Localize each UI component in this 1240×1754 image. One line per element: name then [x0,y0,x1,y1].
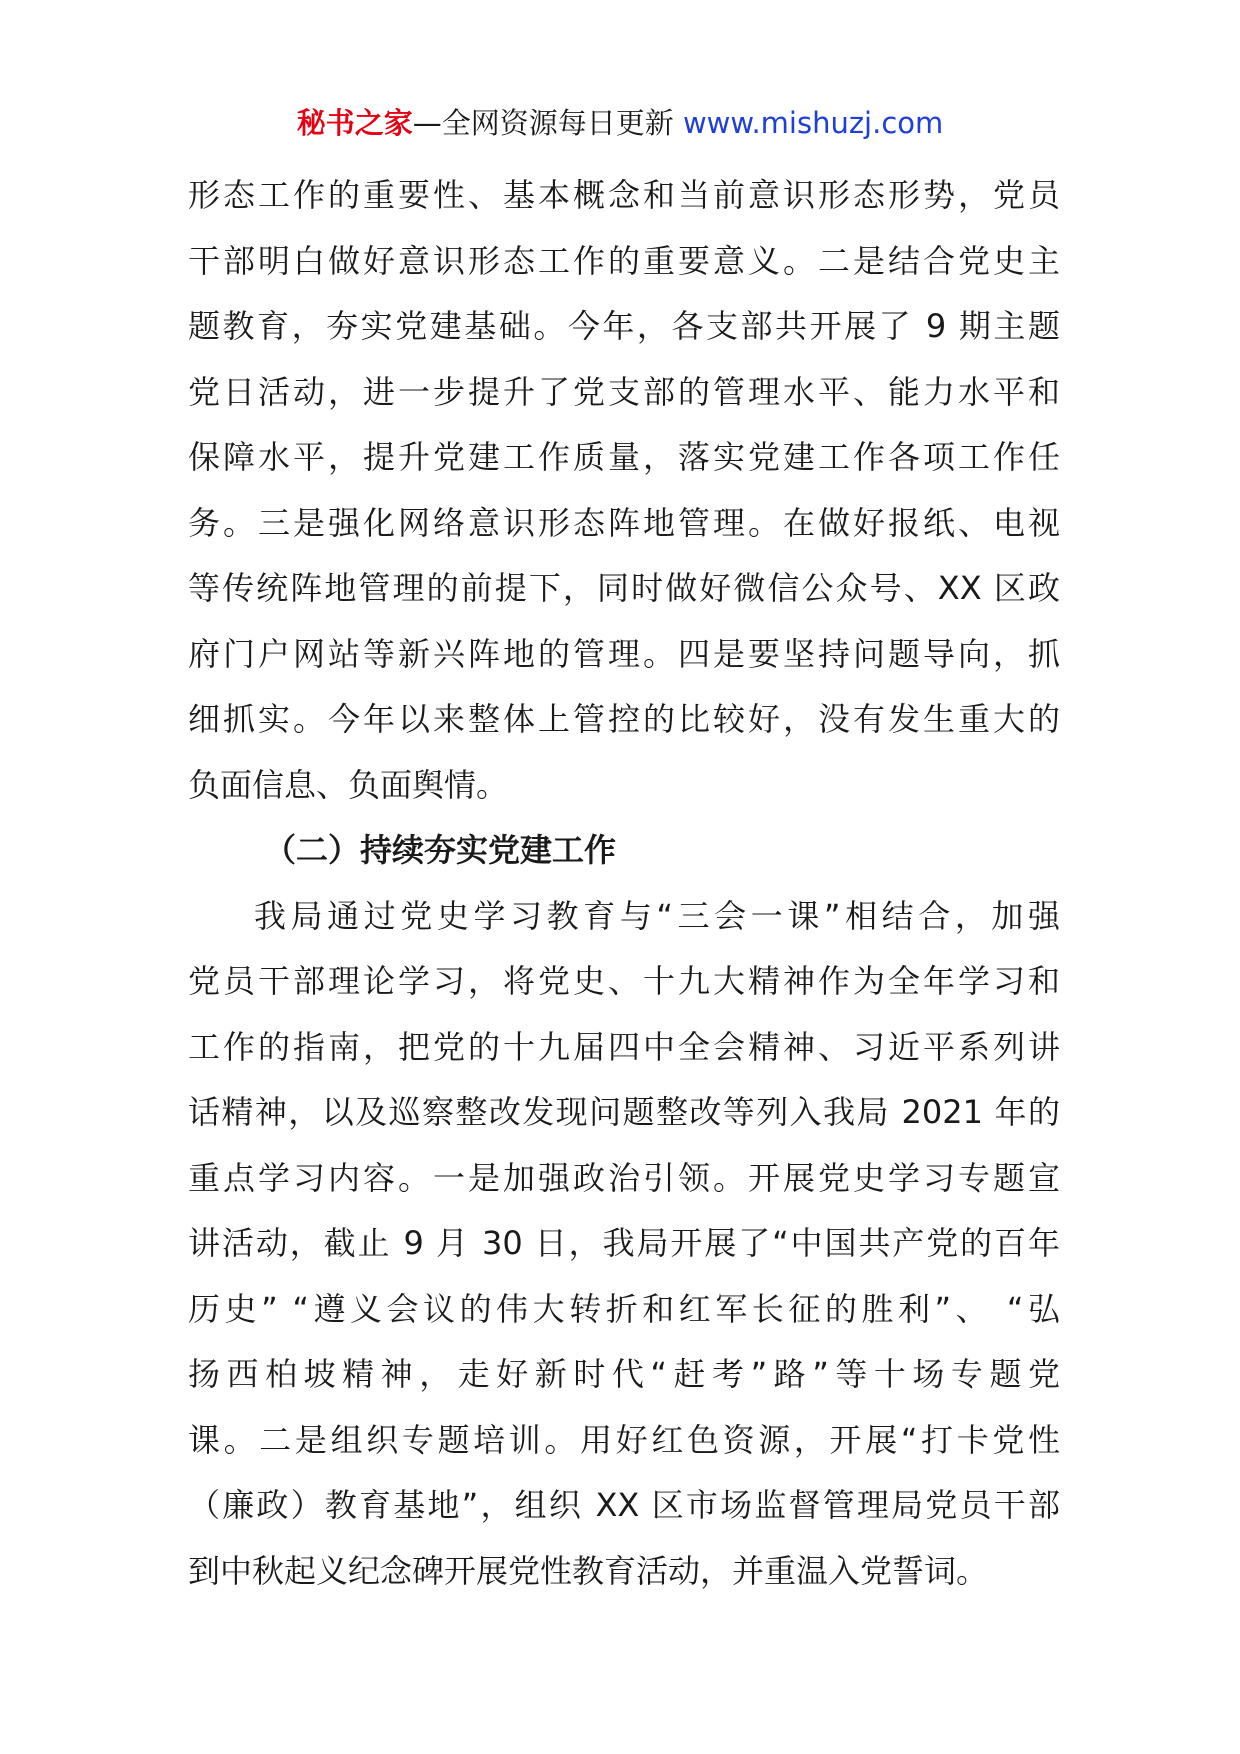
text-line: 重点学习内容。一是加强政治引领。开展党史学习专题宣 [188,1158,1060,1197]
text-line: 党员干部理论学习，将党史、十九大精神作为全年学习和 [188,962,1060,1000]
site-url-link[interactable]: www.mishuzj.com [682,106,944,140]
text-line: 话精神，以及巡察整改发现问题整改等列入我局 2021 年的 [188,1093,1060,1131]
paragraph-1 [188,163,1060,818]
text-line: 题教育，夯实党建基础。今年，各支部共开展了 9 期主题 [188,307,1060,345]
text-line: 务。三是强化网络意识形态阵地管理。在做好报纸、电视 [188,503,1060,542]
text-line: 保障水平，提升党建工作质量，落实党建工作各项工作任 [188,438,1060,476]
text-line: 历史” “遵义会议的伟大转折和红军长征的胜利”、 “弘 [188,1289,1060,1328]
text-line: 府门户网站等新兴阵地的管理。四是要坚持问题导向，抓 [188,634,1060,673]
text-line: 我局通过党史学习教育与“三会一课”相结合，加强 [254,896,1060,935]
page-header [0,100,1240,146]
section-heading: （二）持续夯实党建工作 [264,831,617,869]
text-line: 课。二是组织专题培训。用好红色资源，开展“打卡党性 [188,1420,1060,1459]
text-line: 形态工作的重要性、基本概念和当前意识形态形势，党员 [188,176,1060,214]
brand-name: 秘书之家 [296,106,413,140]
text-line: 工作的指南，把党的十九届四中全会精神、习近平系列讲 [188,1027,1060,1066]
text-line: 负面信息、负面舆情。 [188,765,509,804]
document-body [188,163,1060,1604]
text-line: 党日活动，进一步提升了党支部的管理水平、能力水平和 [188,372,1060,411]
paragraph-2 [188,884,1060,1605]
text-line: 讲活动，截止 9 月 30 日，我局开展了“中国共产党的百年 [188,1224,1060,1262]
text-line: 细抓实。今年以来整体上管控的比较好，没有发生重大的 [188,700,1060,738]
header-slogan: —全网资源每日更新 [412,106,674,140]
text-line: （廉政）教育基地”，组织 XX 区市场监督管理局党员干部 [188,1486,1060,1524]
text-line: 等传统阵地管理的前提下，同时做好微信公众号、XX 区政 [188,569,1060,607]
text-line: 扬西柏坡精神，走好新时代“赶考”路”等十场专题党 [188,1355,1060,1393]
text-line: 干部明白做好意识形态工作的重要意义。二是结合党史主 [188,241,1060,280]
text-line: 到中秋起义纪念碑开展党性教育活动，并重温入党誓词。 [188,1551,989,1590]
